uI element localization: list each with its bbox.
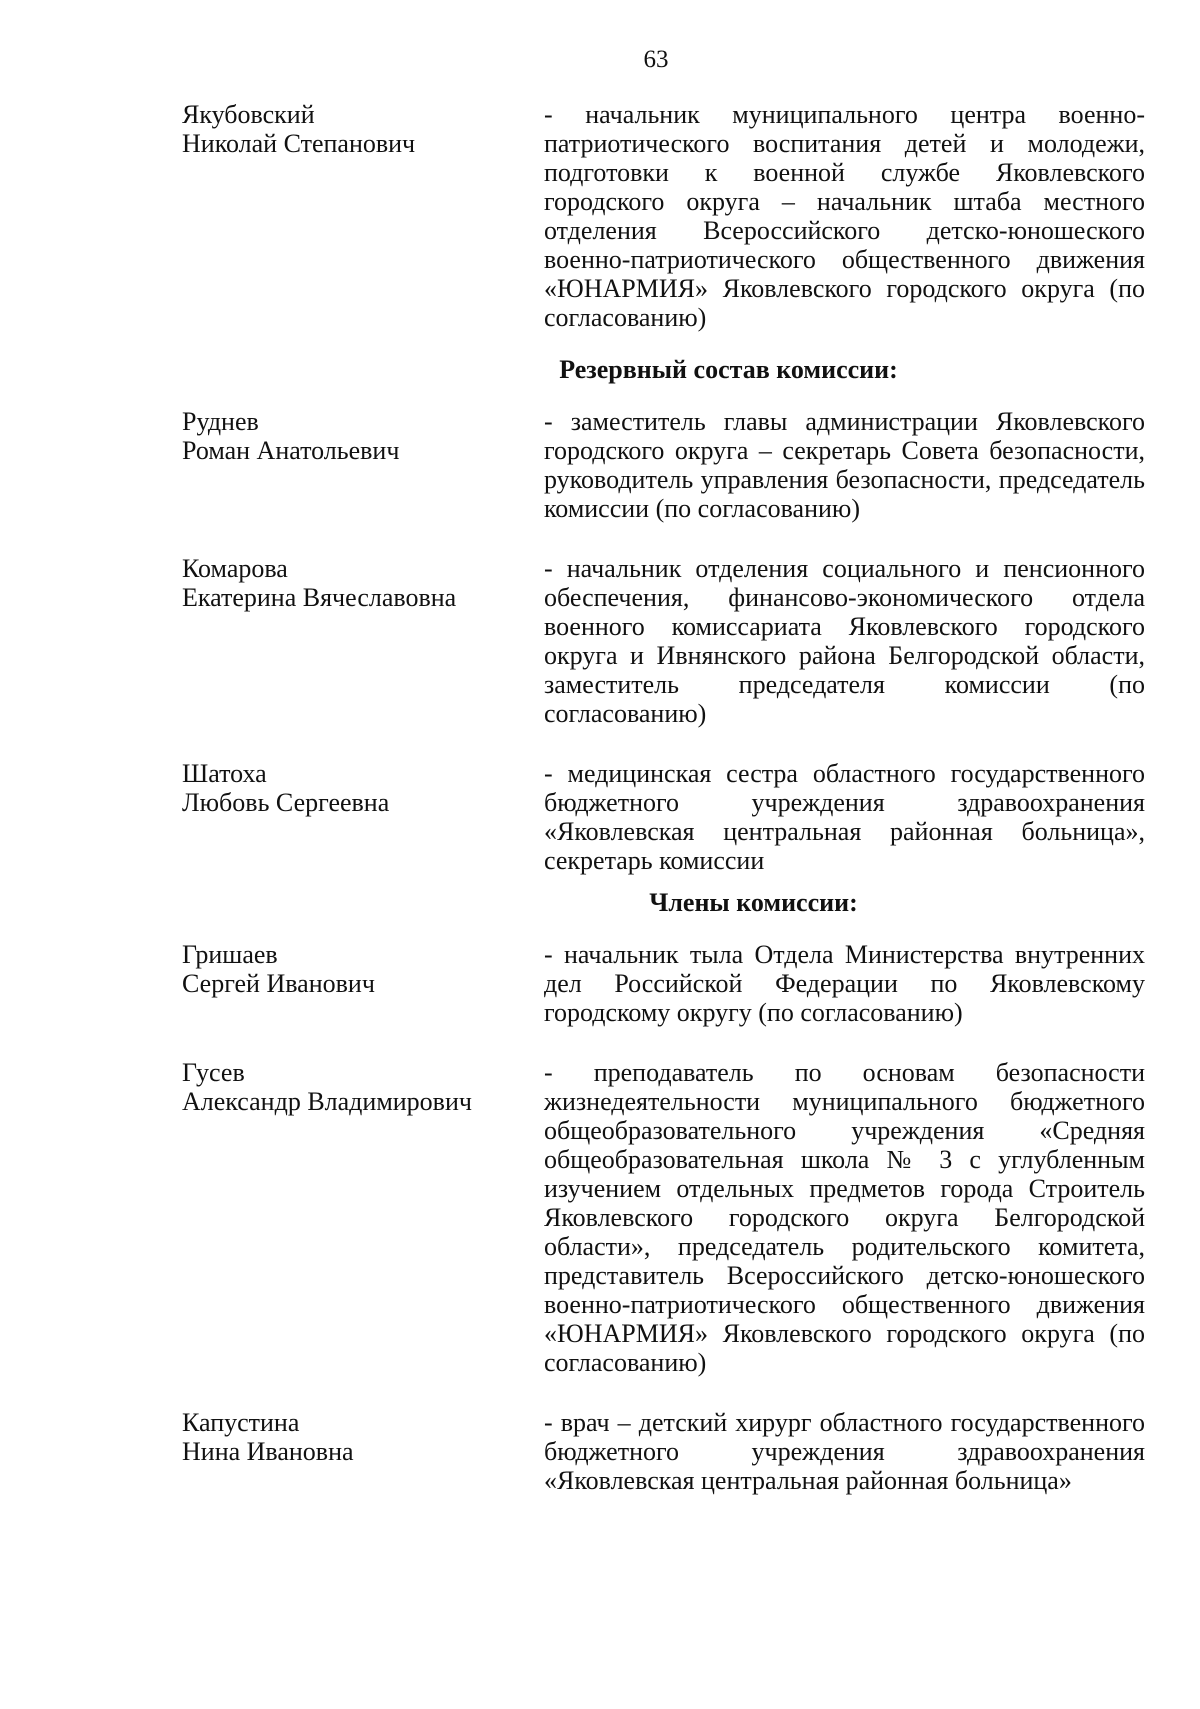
member-position: - врач – детский хирург областного государственного бюджетного учреждения здравоохранения «Яковлевская центральная районная больница» [544,1408,1145,1495]
member-entry [182,1058,1145,1377]
member-name [182,1058,544,1377]
member-surname: Шатоха [182,759,267,788]
member-surname: Руднев [182,407,259,436]
member-surname: Гусев [182,1058,245,1087]
member-given-names: Любовь Сергеевна [182,788,390,817]
member-name [182,100,544,332]
member-given-names: Сергей Иванович [182,969,375,998]
member-given-names: Роман Анатольевич [182,436,400,465]
member-surname: Гришаев [182,940,278,969]
member-entry [182,940,1145,1027]
member-position: - начальник отделения социального и пенсионного обеспечения, финансово-экономического отдела военного комиссариата Яковлевского городского округа и Ивнянского района Белгородской области, заместитель председателя комиссии (по согласованию) [544,554,1145,728]
member-entry [182,407,1145,523]
member-position: - медицинская сестра областного государственного бюджетного учреждения здравоохранения «Яковлевская центральная районная больница», секретарь комиссии [544,759,1145,875]
page-number: 63 [643,46,669,73]
member-entry [182,759,1145,875]
member-entry [182,100,1145,332]
member-position: - начальник тыла Отдела Министерства внутренних дел Российской Федерации по Яковлевскому городскому округу (по согласованию) [544,940,1145,1027]
member-surname: Комарова [182,554,288,583]
member-given-names: Николай Степанович [182,129,416,158]
member-name [182,759,544,875]
member-position: - преподаватель по основам безопасности жизнедеятельности муниципального бюджетного общеобразовательного учреждения «Средняя общеобразовательная школа № 3 с углубленным изучением отдельных предметов города Строитель Яковлевского городского округа Белгородской области», председатель родительского комитета, представитель Всероссийского детско-юношеского военно-патриотического общественного движения «ЮНАРМИЯ» Яковлевского городского округа (по согласованию) [544,1058,1145,1377]
member-position: - заместитель главы администрации Яковлевского городского округа – секретарь Совета безопасности, руководитель управления безопасности, председатель комиссии (по согласованию) [544,407,1145,523]
member-given-names: Нина Ивановна [182,1437,354,1466]
commission-list [182,100,1145,1526]
members-section-heading: Члены комиссии: [649,888,858,917]
reserve-section-heading: Резервный состав комиссии: [559,355,898,384]
member-given-names: Александр Владимирович [182,1087,472,1116]
member-position: - начальник муниципального центра военно-патриотического воспитания детей и молодежи, подготовки к военной службе Яковлевского городского округа – начальник штаба местного отделения Всероссийского детско-юношеского военно-патриотического общественного движения «ЮНАРМИЯ» Яковлевского городского округа (по согласованию) [544,100,1145,332]
member-name [182,407,544,523]
member-entry [182,1408,1145,1495]
member-name [182,554,544,728]
member-surname: Якубовский [182,100,315,129]
member-entry [182,554,1145,728]
member-given-names: Екатерина Вячеславовна [182,583,457,612]
member-name [182,1408,544,1495]
member-surname: Капустина [182,1408,300,1437]
member-name [182,940,544,1027]
